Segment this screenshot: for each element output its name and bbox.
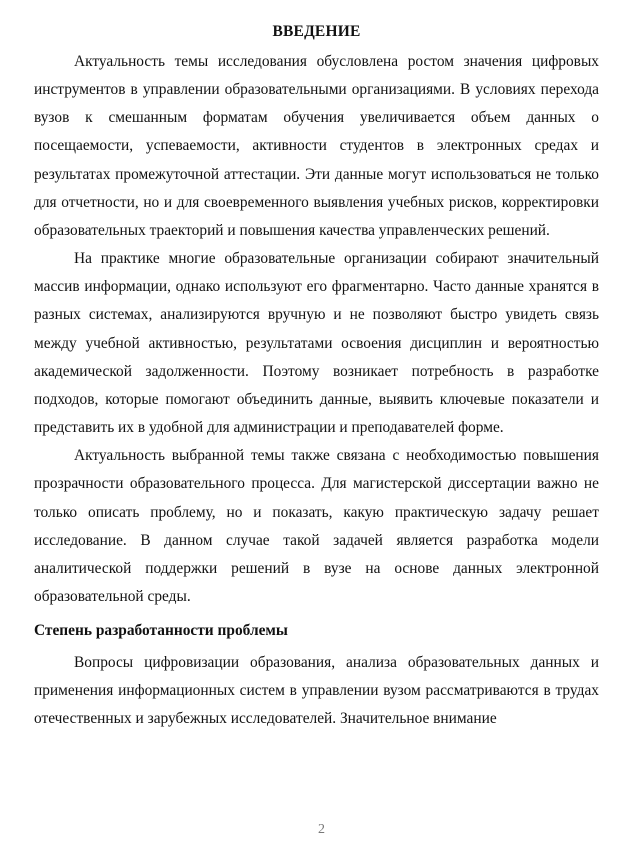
intro-paragraph-1: Актуальность темы исследования обусловлена ростом значения цифровых инструментов в управлении образовательными организациями. В условиях перехода вузов к смешанным форматам обучения увеличивается объем данных о посещаемости, успеваемости, активности студентов в электронных средах и результатах промежуточной аттестации. Эти данные могут использоваться не только для отчетности, но и для своевременного выявления учебных рисков, корректировки образовательных траекторий и повышения качества управленческих решений. [34, 53, 599, 239]
document-heading: ВВЕДЕНИЕ [272, 23, 361, 40]
section-paragraph-1: Вопросы цифровизации образования, анализа образовательных данных и применения информационных систем в управлении вузом рассматриваются в трудах отечественных и зарубежных исследователей. Значительное внимание [34, 654, 599, 728]
intro-paragraph-3: Актуальность выбранной темы также связана с необходимостью повышения прозрачности образовательного процесса. Для магистерской диссертации важно не только описать проблему, но и показать, какую практическую задачу решает исследование. В данном случае такой задачей является разработка модели аналитической поддержки решений в вузе на основе данных электронной образовательной среды. [34, 447, 599, 605]
page-content [34, 20, 599, 734]
intro-paragraph-2: На практике многие образовательные организации собирают значительный массив информации, однако используют его фрагментарно. Часто данные хранятся в разных системах, анализируются вручную и не позволяют быстро увидеть связь между учебной активностью, результатами освоения дисциплин и вероятностью академической задолженности. Поэтому возникает потребность в разработке подходов, которые помогают объединить данные, выявить ключевые показатели и представить их в удобной для администрации и преподавателей форме. [34, 250, 599, 437]
section-title: Степень разработанности проблемы [34, 622, 288, 640]
page-number: 2 [318, 822, 325, 837]
